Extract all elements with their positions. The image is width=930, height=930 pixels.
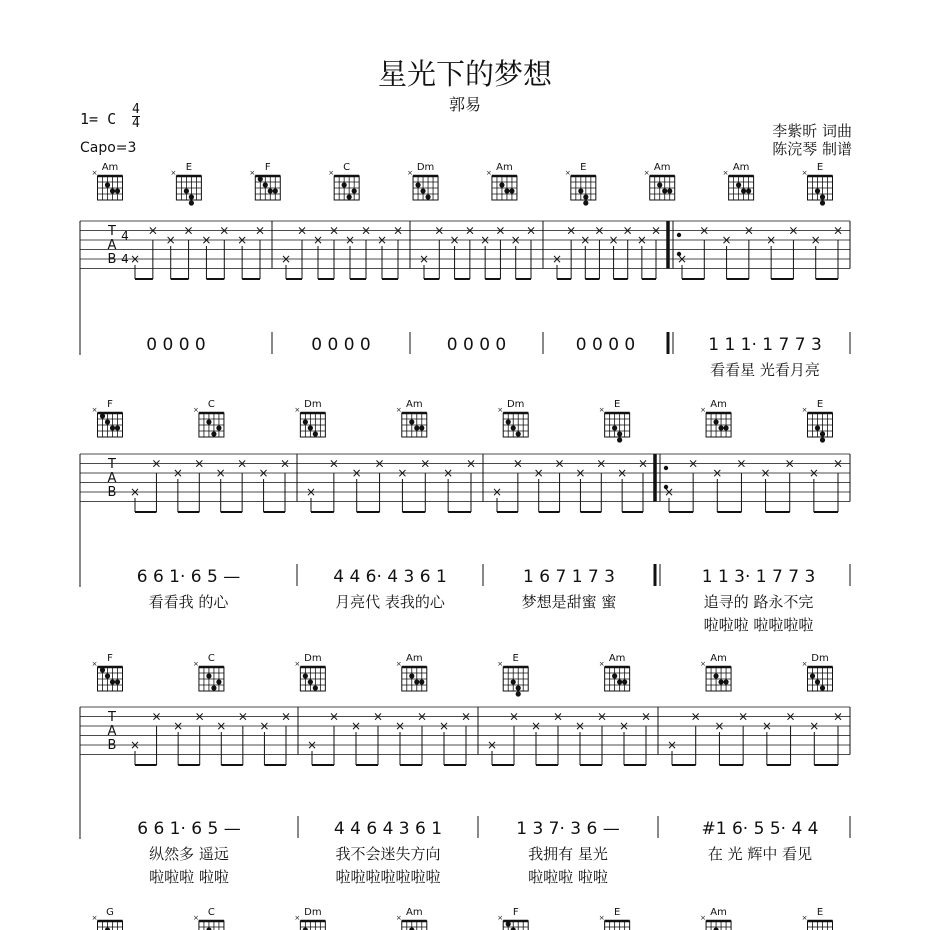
tab-time-num: 4 bbox=[121, 229, 129, 243]
chord-name: E bbox=[816, 162, 824, 173]
strum-mark: × bbox=[491, 485, 503, 499]
numbered-notation: #1 6· 5 5· 4 4 bbox=[701, 819, 819, 839]
chord-name: C bbox=[207, 653, 215, 664]
chord-mute-mark: × bbox=[192, 406, 199, 414]
chord-name: Am bbox=[710, 907, 727, 918]
chord-mute-mark: × bbox=[497, 914, 504, 922]
strum-mark: × bbox=[254, 223, 266, 238]
chord-name: Am bbox=[101, 162, 119, 173]
chord-diagram bbox=[503, 667, 528, 697]
strum-mark: × bbox=[465, 456, 477, 471]
numbered-notation: 1 1 3· 1 7 7 3 bbox=[701, 567, 816, 587]
strum-mark: × bbox=[215, 466, 226, 480]
chord-name: C bbox=[343, 162, 351, 173]
strum-mark: × bbox=[617, 466, 628, 480]
tab-clef-letter: A bbox=[107, 471, 117, 486]
numbered-notation: 4 4 6· 4 3 6 1 bbox=[333, 567, 447, 587]
strum-mark: × bbox=[810, 233, 821, 247]
chord-mute-mark: × bbox=[700, 660, 707, 668]
strum-mark: × bbox=[690, 709, 701, 724]
strum-mark: × bbox=[237, 233, 248, 247]
strum-mark: × bbox=[486, 738, 498, 752]
chord-mute-mark: × bbox=[192, 914, 199, 922]
chord-mute-mark: × bbox=[395, 660, 402, 668]
strum-mark: × bbox=[258, 466, 269, 480]
lyric-line-2: 啦啦啦啦啦啦啦 bbox=[335, 868, 441, 886]
strum-mark: × bbox=[596, 709, 608, 724]
chord-grid bbox=[808, 921, 833, 930]
chord-name: Dm bbox=[506, 399, 525, 410]
strum-mark: × bbox=[580, 233, 591, 247]
strum-mark: × bbox=[376, 233, 388, 247]
chord-name: E bbox=[613, 399, 621, 410]
chord-name: E bbox=[816, 907, 824, 918]
strum-mark: × bbox=[360, 223, 372, 238]
strum-mark: × bbox=[305, 485, 317, 499]
chord-diagram bbox=[176, 176, 201, 206]
numbered-notation: 6 6 1· 6 5 — bbox=[137, 819, 241, 839]
lyric-line: 纵然多 遥远 bbox=[149, 845, 229, 863]
capo-label: Capo=3 bbox=[80, 140, 137, 156]
strum-mark: × bbox=[172, 466, 183, 480]
chord-diagram bbox=[503, 921, 528, 930]
strum-mark: × bbox=[480, 233, 491, 247]
tab-clef-letter: T bbox=[108, 224, 116, 239]
strum-mark: × bbox=[194, 456, 205, 471]
chord-mute-mark: × bbox=[700, 914, 707, 922]
chord-name: F bbox=[264, 162, 271, 173]
strum-mark: × bbox=[280, 709, 292, 724]
strum-mark: × bbox=[460, 709, 472, 724]
strum-mark: × bbox=[328, 456, 339, 471]
strum-mark: × bbox=[350, 719, 362, 733]
strum-mark: × bbox=[618, 719, 630, 733]
chord-diagram bbox=[300, 921, 325, 930]
strum-mark: × bbox=[183, 223, 194, 238]
key-signature: 1= C bbox=[80, 110, 117, 128]
strum-mark: × bbox=[622, 223, 633, 238]
strum-mark: × bbox=[129, 738, 141, 752]
strum-mark: × bbox=[508, 709, 520, 724]
chord-name: C bbox=[207, 907, 215, 918]
strum-mark: × bbox=[832, 709, 844, 724]
strum-mark: × bbox=[784, 456, 795, 471]
chord-dot bbox=[583, 200, 588, 205]
credit-lyrics: 李紫昕 词曲 bbox=[772, 122, 852, 140]
chord-diagram bbox=[808, 176, 833, 206]
strum-mark: × bbox=[760, 466, 771, 480]
strum-mark: × bbox=[219, 223, 230, 238]
strum-mark: × bbox=[596, 456, 607, 471]
chord-name: C bbox=[207, 399, 215, 410]
strum-mark: × bbox=[351, 466, 362, 480]
strum-mark: × bbox=[743, 223, 754, 238]
chord-grid bbox=[605, 921, 630, 930]
chord-name: Am bbox=[405, 399, 423, 410]
strum-mark: × bbox=[420, 456, 431, 471]
chord-grid bbox=[706, 921, 731, 930]
strum-mark: × bbox=[237, 709, 248, 724]
strum-mark: × bbox=[201, 233, 212, 247]
strum-mark: × bbox=[344, 233, 356, 247]
lyric-line: 看看星 光看月亮 bbox=[710, 361, 820, 379]
chord-name: Dm bbox=[811, 653, 829, 664]
chord-name: F bbox=[107, 653, 113, 664]
strum-mark: × bbox=[554, 456, 565, 471]
chord-name: F bbox=[512, 907, 519, 918]
strum-mark: × bbox=[237, 456, 248, 471]
strum-mark: × bbox=[259, 719, 270, 733]
strum-mark: × bbox=[296, 223, 308, 238]
chord-name: Dm bbox=[304, 653, 322, 664]
strum-mark: × bbox=[328, 709, 340, 724]
chord-mute-mark: × bbox=[598, 406, 605, 414]
lyric-line: 梦想是甜蜜 蜜 bbox=[521, 593, 617, 611]
strum-mark: × bbox=[785, 709, 796, 724]
chord-mute-mark: × bbox=[801, 169, 808, 177]
strum-mark: × bbox=[699, 223, 710, 238]
chord-dot bbox=[617, 437, 622, 442]
time-denominator: 4 bbox=[132, 116, 140, 131]
strum-mark: × bbox=[721, 233, 732, 247]
strum-mark: × bbox=[443, 466, 454, 480]
lyric-line: 看看我 的心 bbox=[148, 593, 229, 611]
strum-mark: × bbox=[832, 456, 844, 471]
strum-mark: × bbox=[575, 466, 586, 480]
strum-mark: × bbox=[688, 456, 699, 471]
strum-mark: × bbox=[438, 719, 450, 733]
strum-mark: × bbox=[147, 223, 158, 238]
chord-mute-mark: × bbox=[564, 169, 571, 177]
song-artist: 郭易 bbox=[448, 95, 481, 114]
strum-mark: × bbox=[397, 466, 408, 480]
chord-name: Am bbox=[608, 653, 626, 664]
strum-mark: × bbox=[151, 709, 162, 724]
strum-mark: × bbox=[788, 223, 799, 238]
numbered-notation: 6 6 1· 6 5 — bbox=[136, 567, 241, 587]
strum-mark: × bbox=[530, 719, 542, 733]
strum-mark: × bbox=[416, 709, 428, 724]
strum-mark: × bbox=[512, 456, 523, 471]
chord-diagram bbox=[808, 413, 833, 443]
strum-mark: × bbox=[574, 719, 586, 733]
lyric-line: 追寻的 路永不完 bbox=[703, 593, 814, 611]
lyric-line-2: 啦啦啦 啦啦 bbox=[528, 868, 608, 886]
numbered-notation: 0 0 0 0 bbox=[575, 335, 636, 355]
strum-mark: × bbox=[637, 456, 649, 471]
chord-diagram bbox=[605, 921, 630, 930]
chord-diagram bbox=[605, 413, 630, 443]
numbered-notation: 1 6 7 1 7 3 bbox=[523, 567, 615, 587]
chord-name: G bbox=[106, 907, 114, 918]
chord-name: Am bbox=[732, 162, 750, 173]
lyric-line: 我不会迷失方向 bbox=[335, 845, 441, 863]
chord-diagram bbox=[402, 921, 427, 930]
chord-name: Am bbox=[653, 162, 671, 173]
chord-mute-mark: × bbox=[598, 660, 605, 668]
chord-name: Am bbox=[710, 399, 727, 410]
chord-diagram bbox=[706, 921, 731, 930]
strum-mark: × bbox=[372, 709, 384, 724]
strum-mark: × bbox=[712, 466, 723, 480]
strum-mark: × bbox=[808, 466, 819, 480]
strum-mark: × bbox=[666, 738, 678, 752]
strum-mark: × bbox=[551, 252, 563, 266]
numbered-notation: 0 0 0 0 bbox=[146, 335, 206, 355]
chord-mute-mark: × bbox=[91, 660, 98, 668]
strum-mark: × bbox=[650, 223, 662, 238]
tab-clef-letter: A bbox=[107, 238, 117, 253]
chord-name: E bbox=[816, 399, 824, 410]
chord-mute-mark: × bbox=[801, 660, 808, 668]
chord-name: E bbox=[185, 162, 193, 173]
repeat-dot bbox=[677, 233, 681, 237]
chord-mute-mark: × bbox=[328, 169, 335, 177]
chord-name: F bbox=[107, 399, 113, 410]
chord-mute-mark: × bbox=[91, 406, 98, 414]
numbered-notation: 0 0 0 0 bbox=[446, 335, 507, 355]
numbered-notation: 4 4 6 4 3 6 1 bbox=[333, 819, 443, 839]
chord-dot bbox=[820, 437, 825, 442]
strum-mark: × bbox=[306, 738, 318, 752]
chord-mute-mark: × bbox=[91, 914, 98, 922]
strum-mark: × bbox=[636, 233, 647, 247]
chord-diagram bbox=[98, 921, 123, 930]
chord-name: E bbox=[613, 907, 621, 918]
strum-mark: × bbox=[525, 223, 537, 238]
chord-mute-mark: × bbox=[801, 406, 808, 414]
chord-diagram bbox=[808, 921, 833, 930]
chord-mute-mark: × bbox=[700, 406, 707, 414]
strum-mark: × bbox=[832, 223, 844, 238]
strum-mark: × bbox=[495, 223, 506, 238]
chord-grid bbox=[402, 921, 427, 930]
tab-clef-letter: B bbox=[107, 485, 117, 500]
chord-mute-mark: × bbox=[249, 169, 256, 177]
chord-grid bbox=[199, 921, 224, 930]
strum-mark: × bbox=[165, 233, 176, 247]
chord-name: Am bbox=[405, 907, 423, 918]
strum-mark: × bbox=[533, 466, 544, 480]
chord-mute-mark: × bbox=[395, 406, 402, 414]
chord-mute-mark: × bbox=[643, 169, 650, 177]
strum-mark: × bbox=[151, 456, 162, 471]
chord-mute-mark: × bbox=[170, 169, 177, 177]
chord-name: Am bbox=[405, 653, 423, 664]
strum-mark: × bbox=[280, 252, 292, 266]
strum-mark: × bbox=[173, 719, 184, 733]
strum-mark: × bbox=[594, 223, 605, 238]
strum-mark: × bbox=[392, 223, 404, 238]
repeat-dot bbox=[664, 466, 668, 470]
strum-mark: × bbox=[464, 223, 475, 238]
chord-mute-mark: × bbox=[497, 406, 504, 414]
strum-mark: × bbox=[312, 233, 324, 247]
strum-mark: × bbox=[279, 456, 291, 471]
chord-mute-mark: × bbox=[598, 914, 605, 922]
strum-mark: × bbox=[761, 719, 772, 733]
chord-dot bbox=[189, 200, 194, 205]
chord-mute-mark: × bbox=[497, 660, 504, 668]
strum-mark: × bbox=[663, 485, 675, 499]
chord-mute-mark: × bbox=[91, 169, 98, 177]
strum-mark: × bbox=[552, 709, 564, 724]
chord-mute-mark: × bbox=[294, 914, 301, 922]
chord-name: Dm bbox=[304, 907, 322, 918]
lyric-line: 在 光 辉中 看见 bbox=[707, 845, 813, 863]
lyric-line: 月亮代 表我的心 bbox=[335, 593, 445, 611]
chord-name: Dm bbox=[304, 399, 322, 410]
chord-mute-mark: × bbox=[294, 406, 301, 414]
chord-diagram bbox=[199, 921, 224, 930]
strum-mark: × bbox=[216, 719, 227, 733]
strum-mark: × bbox=[736, 456, 747, 471]
lyric-line-2: 啦啦啦 啦啦 bbox=[149, 868, 229, 886]
strum-mark: × bbox=[394, 719, 406, 733]
numbered-notation: 1 3 7· 3 6 — bbox=[516, 819, 620, 839]
chord-name: Am bbox=[496, 162, 513, 173]
chord-mute-mark: × bbox=[722, 169, 729, 177]
strum-mark: × bbox=[676, 252, 688, 266]
chord-mute-mark: × bbox=[192, 660, 199, 668]
strum-mark: × bbox=[418, 252, 430, 266]
strum-mark: × bbox=[434, 223, 445, 238]
tab-clef-letter: T bbox=[108, 457, 116, 472]
strum-mark: × bbox=[129, 252, 141, 266]
chord-dot bbox=[820, 200, 825, 205]
song-title: 星光下的梦想 bbox=[377, 57, 552, 91]
strum-mark: × bbox=[714, 719, 725, 733]
strum-mark: × bbox=[510, 233, 521, 247]
lyric-line: 我拥有 星光 bbox=[528, 845, 608, 863]
strum-mark: × bbox=[608, 233, 619, 247]
chord-mute-mark: × bbox=[395, 914, 402, 922]
strum-mark: × bbox=[194, 709, 205, 724]
chord-name: Dm bbox=[416, 162, 435, 173]
tab-clef-letter: B bbox=[107, 738, 117, 753]
lyric-line-2: 啦啦啦 啦啦啦啦 bbox=[703, 616, 814, 634]
chord-name: E bbox=[512, 653, 519, 664]
strum-mark: × bbox=[328, 223, 340, 238]
tab-clef-letter: B bbox=[107, 252, 117, 267]
credit-tab: 陈浣琴 制谱 bbox=[772, 140, 852, 158]
strum-mark: × bbox=[374, 456, 385, 471]
strum-mark: × bbox=[766, 233, 777, 247]
strum-mark: × bbox=[129, 485, 141, 499]
chord-mute-mark: × bbox=[486, 169, 492, 177]
strum-mark: × bbox=[449, 233, 460, 247]
tab-clef-letter: A bbox=[107, 724, 117, 739]
time-numerator: 4 bbox=[132, 102, 140, 117]
chord-grid bbox=[98, 921, 123, 930]
strum-mark: × bbox=[566, 223, 577, 238]
chord-mute-mark: × bbox=[801, 914, 808, 922]
chord-mute-mark: × bbox=[294, 660, 301, 668]
chord-dot bbox=[516, 691, 521, 696]
tab-clef-letter: T bbox=[108, 710, 116, 725]
chord-mute-mark: × bbox=[407, 169, 413, 177]
chord-diagram bbox=[571, 176, 596, 206]
chord-name: Am bbox=[710, 653, 727, 664]
chord-name: E bbox=[580, 162, 587, 173]
strum-mark: × bbox=[738, 709, 749, 724]
numbered-notation: 1 1 1· 1 7 7 3 bbox=[708, 335, 822, 355]
numbered-notation: 0 0 0 0 bbox=[311, 335, 371, 355]
tab-time-den: 4 bbox=[121, 252, 129, 266]
strum-mark: × bbox=[640, 709, 652, 724]
strum-mark: × bbox=[809, 719, 820, 733]
